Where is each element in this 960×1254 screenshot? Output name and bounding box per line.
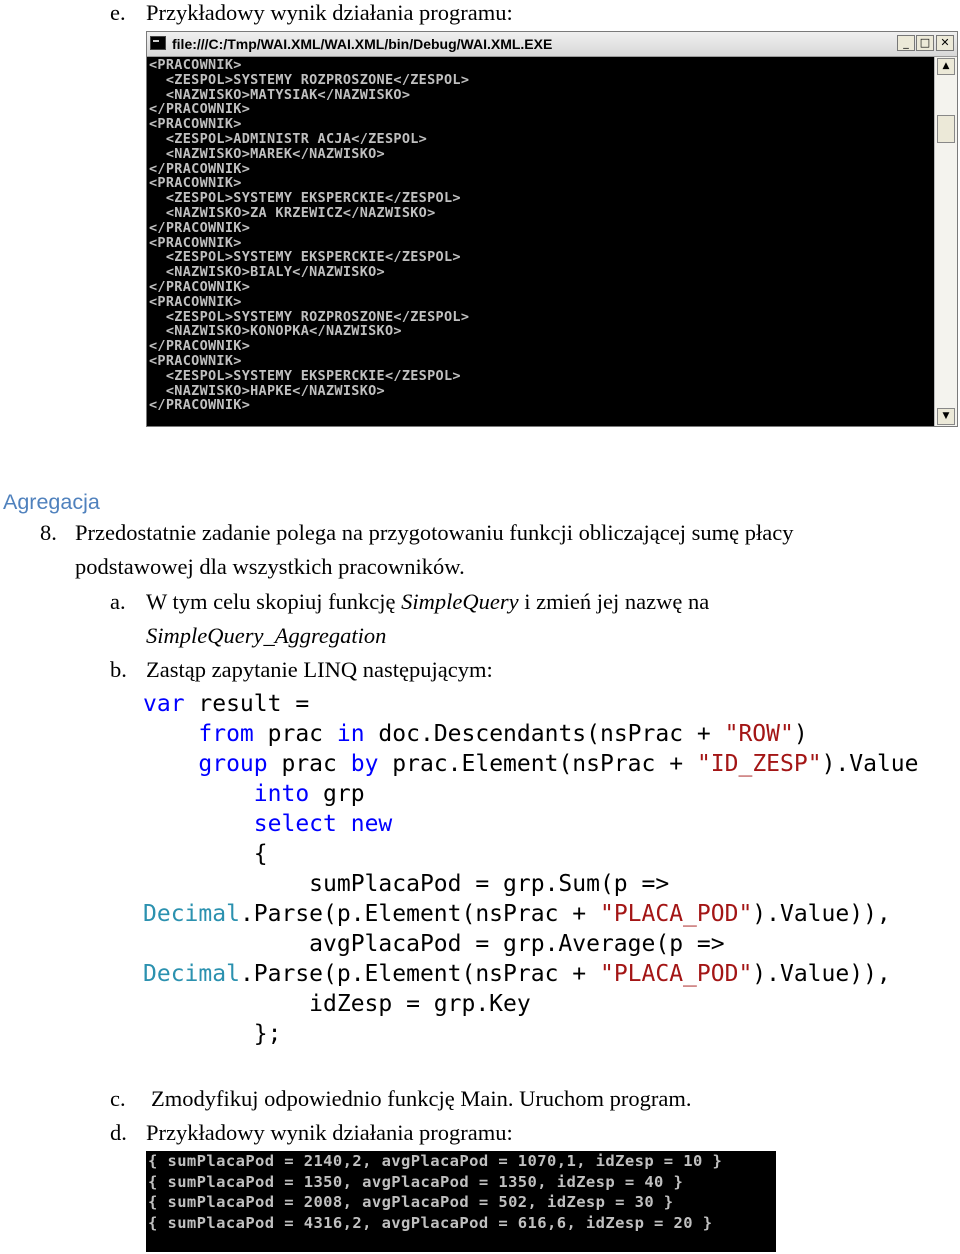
close-button[interactable]: ✕ (936, 35, 954, 51)
code-text: ) (793, 721, 808, 747)
code-text: }; (143, 1021, 282, 1047)
console-line: <NAZWISKO>HAPKE</NAZWISKO> (149, 382, 385, 399)
scrollbar-thumb[interactable] (937, 115, 955, 143)
code-line (143, 1019, 919, 1049)
code-line (143, 719, 919, 749)
code-line (143, 839, 919, 869)
code-text: .Parse(p.Element(nsPrac + (239, 961, 600, 987)
code-text: result = (184, 691, 310, 717)
code-line (143, 779, 919, 809)
item-b-text: Zastąp zapytanie LINQ następującym: (146, 657, 493, 682)
code-line (143, 929, 919, 959)
code-text: ).Value (821, 751, 919, 777)
console-line: <PRACOWNIK> (149, 352, 242, 369)
code-text (143, 781, 254, 807)
item-c-text: Zmodyfikuj odpowiednio funkcję Main. Uruchom program. (151, 1086, 692, 1111)
code-keyword: var (143, 691, 185, 717)
code-string: "ID_ZESP" (696, 751, 822, 777)
code-line (143, 959, 919, 989)
console-window (146, 31, 958, 427)
code-string: "PLACA_POD" (599, 901, 753, 927)
code-line (143, 989, 919, 1019)
scroll-down-arrow-icon[interactable]: ▼ (937, 408, 955, 425)
code-text: ).Value)), (752, 961, 891, 987)
console-line: <PRACOWNIK> (149, 234, 242, 251)
code-keyword: in (336, 721, 365, 747)
code-line (143, 809, 919, 839)
code-text: prac (267, 751, 351, 777)
code-text: grp (309, 781, 365, 807)
section-heading: Agregacja (3, 490, 100, 514)
console-line: <ZESPOL>SYSTEMY EKSPERCKIE</ZESPOL> (149, 367, 461, 384)
console-line: <ZESPOL>SYSTEMY ROZPROSZONE</ZESPOL> (149, 308, 470, 325)
console-output (149, 58, 932, 426)
console-line: <NAZWISKO>MATYSIAK</NAZWISKO> (149, 86, 411, 103)
console-line: <PRACOWNIK> (149, 293, 242, 310)
console-app-icon (150, 36, 166, 50)
code-text (143, 751, 198, 777)
result-line: { sumPlacaPod = 1350, avgPlacaPod = 1350, idZesp = 40 } (148, 1172, 684, 1191)
code-line (143, 689, 919, 719)
console-line: </PRACOWNIK> (149, 219, 251, 236)
console-line: <NAZWISKO>BIALY</NAZWISKO> (149, 264, 385, 281)
code-text (143, 721, 198, 747)
code-text: idZesp = grp.Key (143, 991, 531, 1017)
item-c-marker: c. (110, 1086, 126, 1111)
console-line: <ZESPOL>SYSTEMY EKSPERCKIE</ZESPOL> (149, 190, 461, 207)
task-number: 8. (40, 520, 57, 545)
code-text: prac.Element(nsPrac + (378, 751, 697, 777)
code-text: ).Value)), (752, 901, 891, 927)
console-line: </PRACOWNIK> (149, 101, 251, 118)
maximize-button[interactable]: □ (916, 35, 934, 51)
code-text: .Parse(p.Element(nsPrac + (239, 901, 600, 927)
code-keyword: from (198, 721, 254, 747)
result-line: { sumPlacaPod = 2008, avgPlacaPod = 502, idZesp = 30 } (148, 1193, 674, 1211)
code-text: { (143, 841, 268, 867)
task-description-line2: podstawowej dla wszystkich pracowników. (75, 554, 465, 579)
new-function-name: SimpleQuery_Aggregation (146, 623, 387, 648)
item-a-text (146, 585, 709, 619)
code-keyword: by (350, 751, 379, 777)
code-keyword: into (253, 781, 310, 807)
code-text: avgPlacaPod = grp.Average(p => (143, 931, 725, 957)
console-line: <NAZWISKO>MAREK</NAZWISKO> (149, 145, 385, 162)
console-line: <NAZWISKO>ZA KRZEWICZ</NAZWISKO> (149, 204, 436, 221)
result-line: { sumPlacaPod = 4316,2, avgPlacaPod = 616,6, idZesp = 20 } (148, 1213, 713, 1232)
console-line: <NAZWISKO>KONOPKA</NAZWISKO> (149, 323, 402, 340)
section-e-marker: e. (110, 0, 126, 25)
section-e-text: Przykładowy wynik działania programu: (146, 0, 513, 25)
code-text: prac (253, 721, 337, 747)
console-line: </PRACOWNIK> (149, 397, 251, 414)
item-d-text: Przykładowy wynik działania programu: (146, 1120, 513, 1145)
code-keyword: new (350, 811, 393, 837)
console-line: </PRACOWNIK> (149, 278, 251, 295)
scroll-up-arrow-icon[interactable]: ▲ (937, 58, 955, 75)
code-string: "PLACA_POD" (599, 961, 753, 987)
console-line: <ZESPOL>SYSTEMY EKSPERCKIE</ZESPOL> (149, 249, 461, 266)
code-keyword: group (198, 751, 268, 777)
result-line: { sumPlacaPod = 2140,2, avgPlacaPod = 1070,1, idZesp = 10 } (148, 1152, 723, 1170)
task-description-line1: Przedostatnie zadanie polega na przygotowaniu funkcji obliczającej sumę płacy (75, 520, 794, 545)
code-type: Decimal (143, 961, 240, 987)
code-text: sumPlacaPod = grp.Sum(p => (143, 871, 670, 897)
vertical-scrollbar[interactable] (934, 57, 957, 426)
console-line: <PRACOWNIK> (149, 58, 242, 73)
console-line: <PRACOWNIK> (149, 175, 242, 192)
item-a-marker: a. (110, 589, 126, 614)
code-line (143, 899, 919, 929)
code-line (143, 749, 919, 779)
code-text: doc.Descendants(nsPrac + (364, 721, 725, 747)
console-line: <PRACOWNIK> (149, 116, 242, 133)
console-line: </PRACOWNIK> (149, 338, 251, 355)
item-a-text-after: i zmień jej nazwę na (518, 589, 710, 614)
item-d-marker: d. (110, 1120, 127, 1145)
code-type: Decimal (143, 901, 240, 927)
code-keyword: select (253, 811, 337, 837)
function-name: SimpleQuery (401, 589, 519, 614)
item-a-text-before: W tym celu skopiuj funkcję (146, 589, 402, 614)
window-title: file:///C:/Tmp/WAI.XML/WAI.XML/bin/Debug/WAI.XML.EXE (172, 36, 553, 52)
console-line: <ZESPOL>ADMINISTR ACJA</ZESPOL> (149, 130, 428, 147)
code-string: "ROW" (724, 721, 794, 747)
result-console-output (146, 1151, 776, 1252)
code-text (143, 811, 254, 837)
title-bar[interactable] (147, 32, 957, 57)
minimize-button[interactable]: _ (897, 35, 915, 51)
code-text (337, 811, 351, 837)
console-line: <ZESPOL>SYSTEMY ROZPROSZONE</ZESPOL> (149, 71, 470, 88)
item-b-marker: b. (110, 657, 127, 682)
console-line: </PRACOWNIK> (149, 160, 251, 177)
code-line (143, 869, 919, 899)
code-block (143, 689, 919, 1049)
